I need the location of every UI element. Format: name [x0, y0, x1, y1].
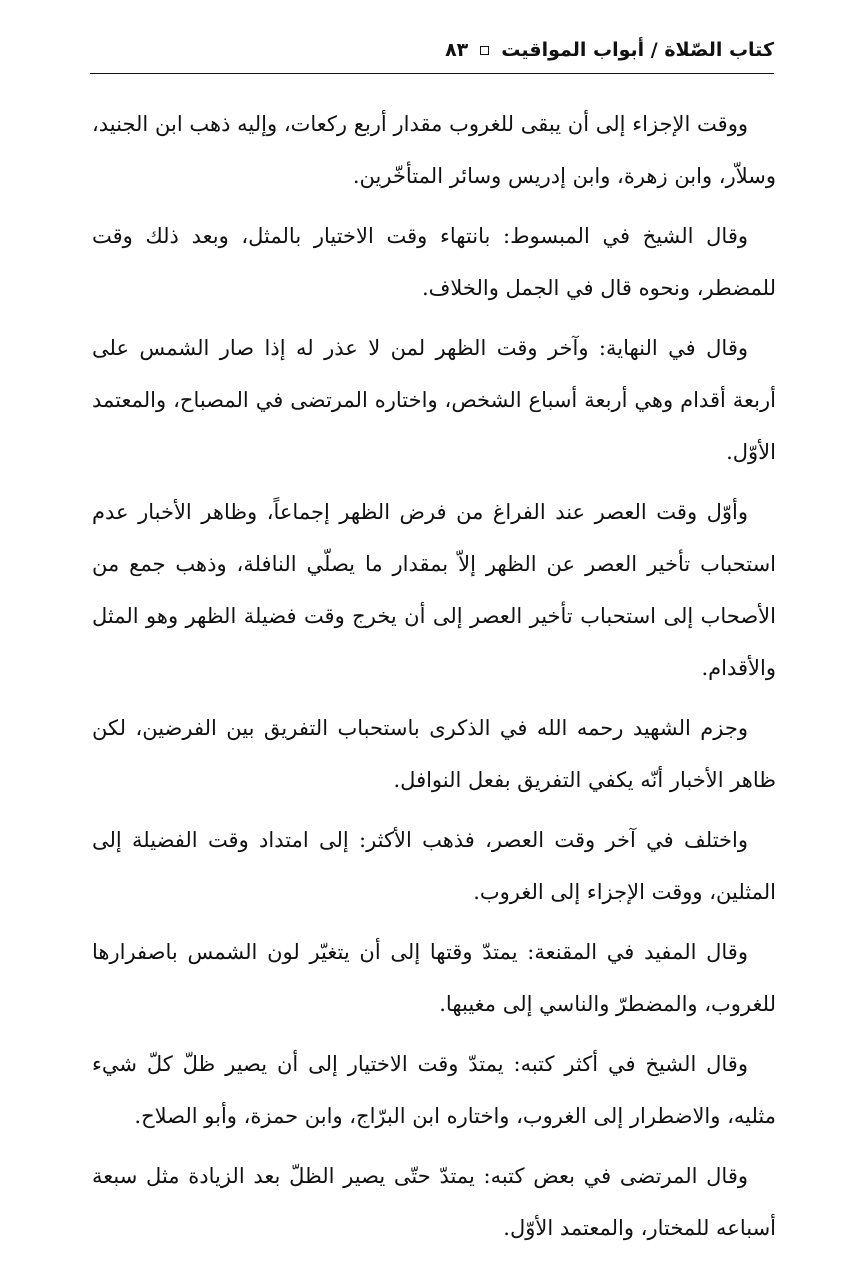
- body-text: [92, 98, 776, 1262]
- paragraph: وقال الشيخ في أكثر كتبه: يمتدّ وقت الاختيار إلى أن يصير ظلّ كلّ شيء مثليه، والاضطرار إلى الغروب، واختاره ابن البرّاج، وابن حمزة، وأبو الصلاح.: [92, 1052, 776, 1128]
- paragraph: وقال في النهاية: وآخر وقت الظهر لمن لا عذر له إذا صار الشمس على أربعة أقدام وهي أربعة أسباع الشخص، واختاره المرتضى في المصباح، والمعتمد الأوّل.: [92, 336, 776, 464]
- paragraph: وقال المرتضى في بعض كتبه: يمتدّ حتّى يصير الظلّ بعد الزيادة مثل سبعة أسباعه للمختار، والمعتمد الأوّل.: [92, 1164, 776, 1240]
- running-header: [88, 30, 774, 70]
- square-separator-icon: [480, 46, 489, 55]
- paragraph: وجزم الشهيد رحمه الله في الذكرى باستحباب التفريق بين الفرضين، لكن ظاهر الأخبار أنّه يكفي التفريق بفعل النوافل.: [92, 716, 776, 792]
- paragraph: وأوّل وقت العصر عند الفراغ من فرض الظهر إجماعاً، وظاهر الأخبار عدم استحباب تأخير العصر عن الظهر إلاّ بمقدار ما يصلّي النافلة، وذهب جمع من الأصحاب إلى استحباب تأخير العصر إلى أن يخرج وقت فضيلة الظهر وهو المثل والأقدام.: [92, 500, 776, 680]
- paragraph: واختلف في آخر وقت العصر، فذهب الأكثر: إلى امتداد وقت الفضيلة إلى المثلين، ووقت الإجزاء إلى الغروب.: [92, 828, 776, 904]
- paragraph: ووقت الإجزاء إلى أن يبقى للغروب مقدار أربع ركعات، وإليه ذهب ابن الجنيد، وسلاّر، وابن زهرة، وابن إدريس وسائر المتأخّرين.: [92, 112, 776, 188]
- page-number: ٨٣: [445, 39, 469, 61]
- header-rule: [90, 73, 774, 74]
- paragraph: وقال المفيد في المقنعة: يمتدّ وقتها إلى أن يتغيّر لون الشمس باصفرارها للغروب، والمضطرّ والناسي إلى مغيبها.: [92, 940, 776, 1016]
- paragraph: وقال الشيخ في المبسوط: بانتهاء وقت الاختيار بالمثل، وبعد ذلك وقت للمضطر، ونحوه قال في الجمل والخلاف.: [92, 224, 776, 300]
- running-title: كتاب الصّلاة / أبواب المواقيت: [501, 39, 774, 61]
